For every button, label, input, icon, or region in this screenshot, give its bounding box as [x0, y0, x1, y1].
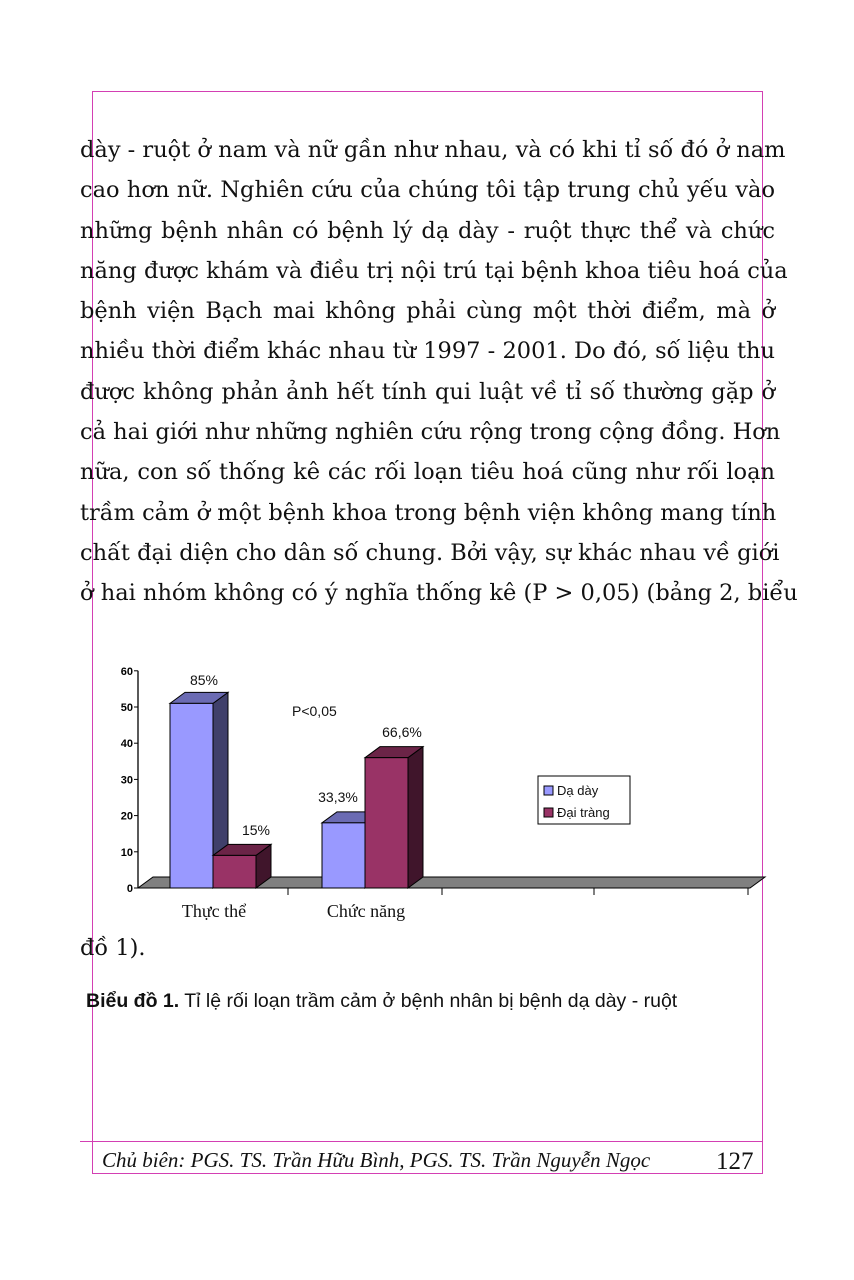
paragraph-line: những bệnh nhân có bệnh lý dạ dày - ruột thực thể và chức [80, 217, 775, 244]
paragraph-line: chất đại diện cho dân số chung. Bởi vậy, sự khác nhau về giới [80, 539, 780, 566]
bar [213, 855, 256, 888]
paragraph-line: bệnh viện Bạch mai không phải cùng một thời điểm, mà ở [80, 298, 775, 325]
data-label: 15% [241, 822, 271, 838]
figure-caption [86, 990, 677, 1013]
footer-editors: Chủ biên: PGS. TS. Trần Hữu Bình, PGS. TS. Trần Nguyễn Ngọc [102, 1148, 651, 1172]
bar [365, 758, 408, 888]
bar [170, 703, 213, 888]
paragraph-line: ở hai nhóm không có ý nghĩa thống kê (P > 0,05) (bảng 2, biểu [80, 580, 798, 607]
paragraph-line: nhiều thời điểm khác nhau từ 1997 - 2001. Do đó, số liệu thu [80, 338, 775, 365]
x-category-label: Chức năng [326, 901, 406, 921]
paragraph-line: năng được khám và điều trị nội trú tại bệnh khoa tiêu hoá của [80, 257, 788, 284]
y-tick-label: 50 [120, 702, 133, 714]
data-label: 66,6% [382, 724, 422, 740]
p-value-annotation: P<0,05 [292, 703, 337, 719]
bar [322, 823, 365, 888]
y-tick-label: 40 [120, 738, 133, 751]
paragraph-line: được không phản ảnh hết tính qui luật về tỉ số thường gặp ở [80, 378, 775, 405]
caption-label: Biểu đồ 1. [86, 990, 180, 1012]
bar-chart [112, 655, 772, 930]
y-tick-label: 10 [120, 846, 133, 859]
paragraph-line: dày - ruột ở nam và nữ gần như nhau, và có khi tỉ số đó ở nam [80, 137, 786, 163]
body-paragraph [80, 130, 798, 614]
legend-swatch [544, 786, 553, 795]
bar-side [408, 747, 423, 888]
footer-divider [80, 1141, 763, 1142]
legend-label: Đại tràng [557, 805, 610, 820]
data-label: 85% [189, 672, 219, 688]
y-tick-label: 0 [126, 883, 133, 895]
data-label: 33,3% [318, 789, 358, 805]
y-tick-label: 20 [120, 810, 133, 823]
paragraph-line: trầm cảm ở một bệnh khoa trong bệnh viện không mang tính [80, 499, 777, 526]
y-tick-label: 30 [120, 774, 133, 787]
y-tick-label: 60 [120, 665, 133, 678]
paragraph-continuation: đồ 1). [80, 935, 146, 961]
page-number: 127 [716, 1148, 754, 1175]
paragraph-line: cao hơn nữ. Nghiên cứu của chúng tôi tập trung chủ yếu vào [80, 177, 775, 204]
page-frame-bottom [92, 1173, 763, 1174]
caption-text: Tỉ lệ rối loạn trầm cảm ở bệnh nhân bị bệnh dạ dày - ruột [179, 990, 678, 1012]
legend-swatch [544, 808, 553, 817]
legend-label: Dạ dày [557, 783, 599, 798]
page-frame-top [92, 91, 763, 92]
x-category-label: Thực thể [181, 901, 247, 921]
paragraph-line: nữa, con số thống kê các rối loạn tiêu hoá cũng như rối loạn [80, 459, 775, 486]
paragraph-line: cả hai giới như những nghiên cứu rộng trong cộng đồng. Hơn [80, 419, 781, 446]
